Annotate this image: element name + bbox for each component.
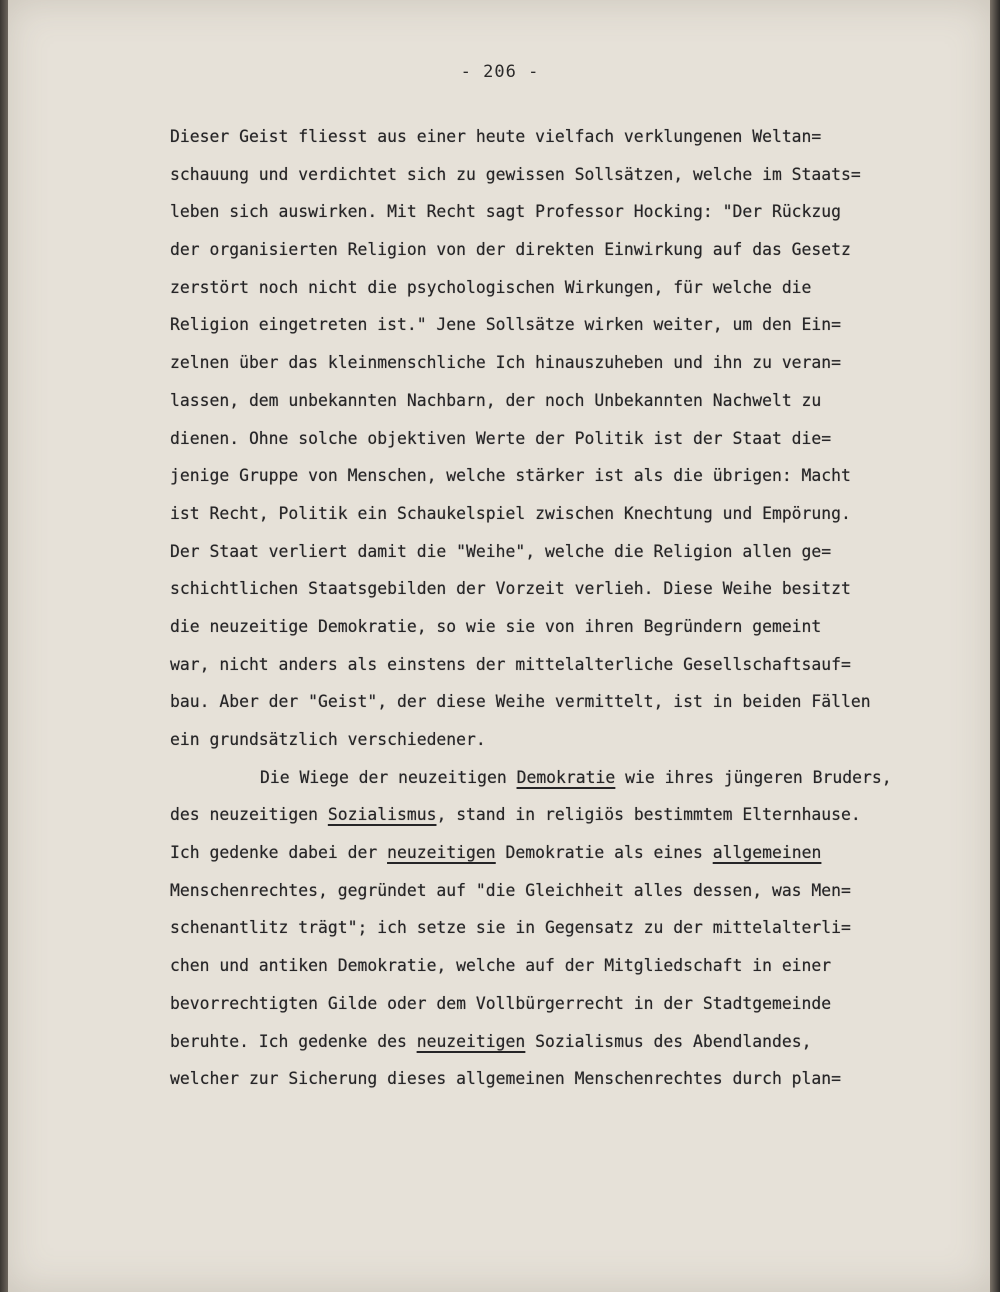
page-number: - 206 -	[460, 62, 540, 82]
text-line: bevorrechtigten Gilde oder dem Vollbürgerrecht in der Stadtgemeinde	[170, 993, 832, 1013]
text-line	[170, 834, 960, 872]
text-run: Demokratie als eines	[495, 843, 713, 863]
text-line: schauung und verdichtet sich zu gewissen Sollsätzen, welche im Staats=	[170, 164, 861, 184]
text-line: chen und antiken Demokratie, welche auf der Mitgliedschaft in einer	[170, 956, 832, 976]
text-run: Die Wiege der neuzeitigen	[260, 767, 517, 787]
paragraph-1	[170, 118, 960, 759]
underlined-term: neuzeitigen	[416, 1031, 526, 1051]
text-line: zerstört noch nicht die psychologischen Wirkungen, für welche die	[170, 277, 812, 297]
text-line: lassen, dem unbekannten Nachbarn, der noch Unbekannten Nachwelt zu	[170, 390, 822, 410]
text-run: wie ihres jüngeren Bruders,	[615, 767, 892, 787]
text-line: welcher zur Sicherung dieses allgemeinen Menschenrechtes durch plan=	[170, 1069, 842, 1089]
text-run: , stand in religiös bestimmtem Elternhause.	[436, 805, 861, 825]
text-line: jenige Gruppe von Menschen, welche stärker ist als die übrigen: Macht	[170, 466, 851, 486]
text-line: war, nicht anders als einstens der mittelalterliche Gesellschaftsauf=	[170, 654, 851, 674]
text-line	[170, 796, 960, 834]
text-run: Sozialismus des Abendlandes,	[525, 1031, 812, 1051]
text-line: dienen. Ohne solche objektiven Werte der Politik ist der Staat die=	[170, 428, 832, 448]
text-run: Ich gedenke dabei der	[170, 843, 388, 863]
page-edge-right	[990, 0, 1000, 1292]
text-line: Menschenrechtes, gegründet auf "die Gleichheit alles dessen, was Men=	[170, 880, 851, 900]
text-line	[170, 759, 960, 797]
underlined-term: allgemeinen	[712, 843, 822, 863]
text-line: leben sich auswirken. Mit Recht sagt Professor Hocking: "Der Rückzug	[170, 202, 842, 222]
text-line: zelnen über das kleinmenschliche Ich hinauszuheben und ihn zu veran=	[170, 353, 842, 373]
text-line: schenantlitz trägt"; ich setze sie in Gegensatz zu der mittelalterli=	[170, 918, 851, 938]
underlined-term: neuzeitigen	[387, 843, 496, 863]
text-line: die neuzeitige Demokratie, so wie sie von ihren Begründern gemeint	[170, 616, 822, 636]
text-line: ein grundsätzlich verschiedener.	[170, 730, 486, 749]
text-line: ist Recht, Politik ein Schaukelspiel zwischen Knechtung und Empörung.	[170, 503, 851, 523]
text-line: Dieser Geist fliesst aus einer heute vielfach verklungenen Weltan=	[170, 127, 822, 146]
text-line: der organisierten Religion von der direkten Einwirkung auf das Gesetz	[170, 240, 851, 260]
underlined-term: Sozialismus	[327, 805, 437, 825]
text-run: beruhte. Ich gedenke des	[170, 1031, 417, 1051]
text-line	[170, 1023, 960, 1061]
text-line: Religion eingetreten ist." Jene Sollsätze wirken weiter, um den Ein=	[170, 315, 842, 335]
underlined-term: Demokratie	[516, 767, 616, 787]
text-line: bau. Aber der "Geist", der diese Weihe vermittelt, ist in beiden Fällen	[170, 692, 871, 712]
paragraph-2	[170, 759, 960, 1098]
text-run: des neuzeitigen	[170, 805, 328, 825]
page-edge-left	[0, 0, 8, 1292]
body-text	[170, 118, 960, 1098]
text-line: Der Staat verliert damit die "Weihe", welche die Religion allen ge=	[170, 541, 832, 561]
text-line: schichtlichen Staatsgebilden der Vorzeit verlieh. Diese Weihe besitzt	[170, 579, 851, 599]
